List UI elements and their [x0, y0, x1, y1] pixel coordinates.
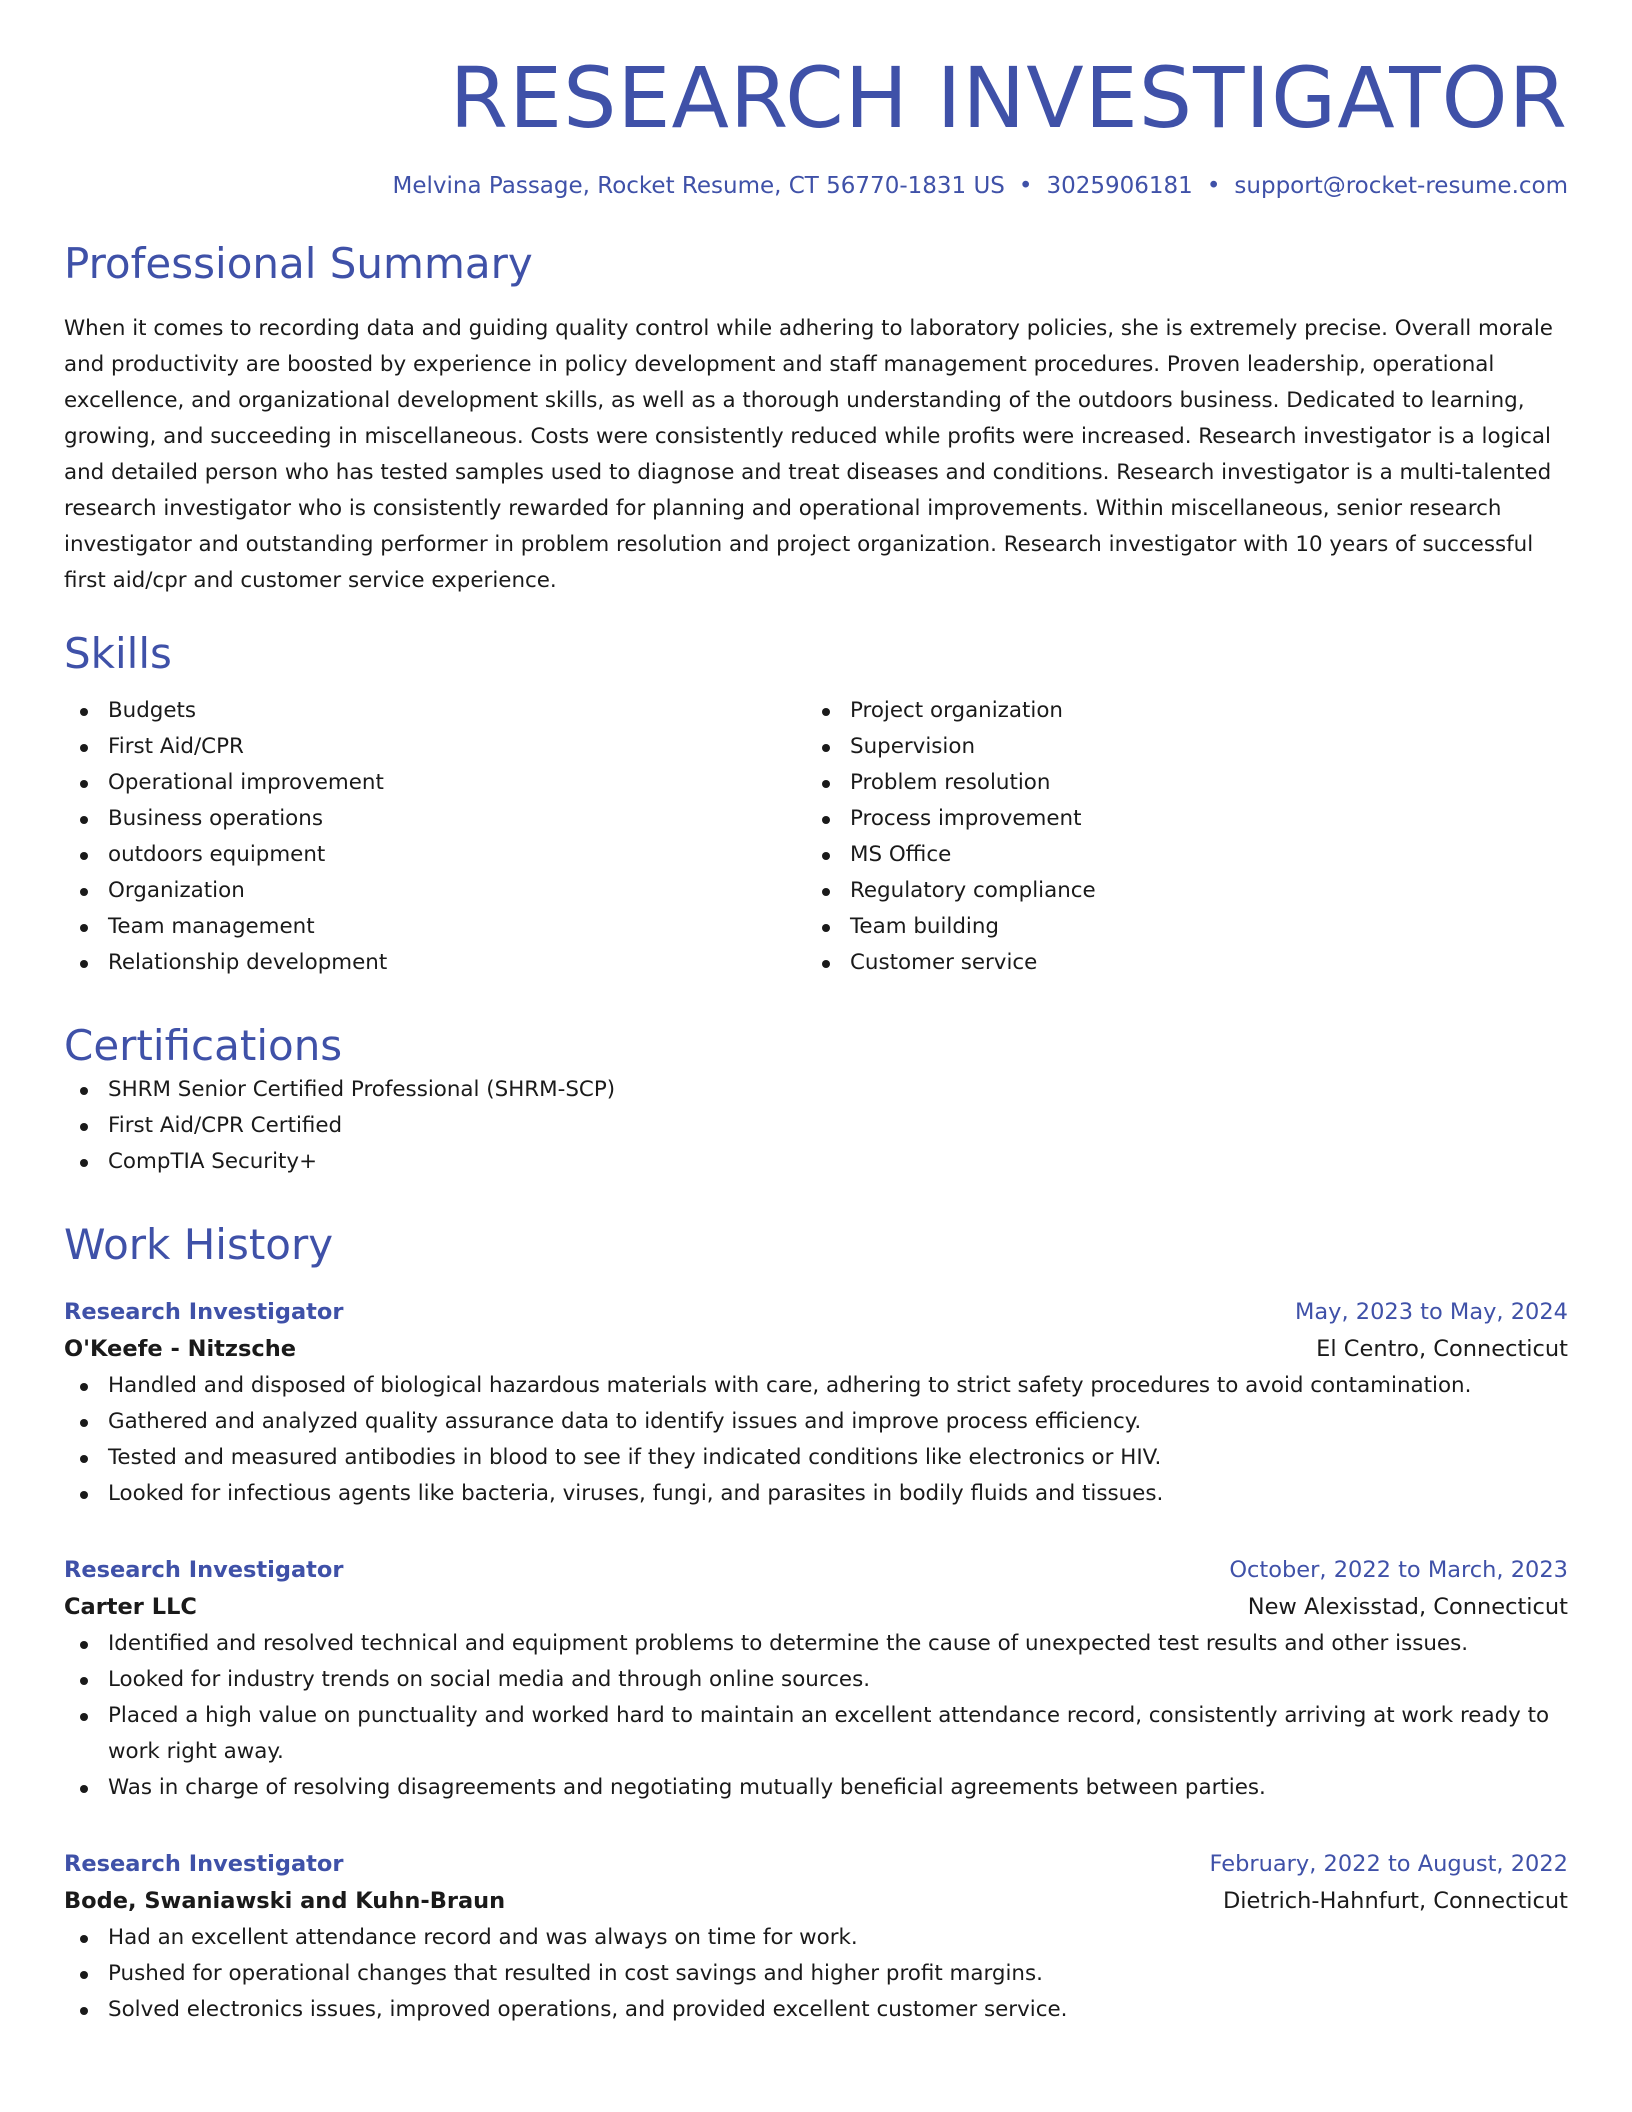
job-bullet: Identified and resolved technical and equipment problems to determine the cause of unexpected test results and other issues. — [64, 1626, 1568, 1662]
work-history-section — [64, 1220, 1568, 2028]
contact-separator: • — [1018, 172, 1033, 199]
contact-email: support@rocket-resume.com — [1234, 172, 1568, 199]
job-bullet: Tested and measured antibodies in blood to see if they indicated conditions like electronics or HIV. — [64, 1440, 1568, 1476]
job-title: Research Investigator — [64, 1299, 344, 1326]
certification-item: SHRM Senior Certified Professional (SHRM-SCP) — [64, 1072, 1568, 1108]
job-bullet: Looked for industry trends on social media and through online sources. — [64, 1662, 1568, 1698]
job-bullets — [64, 1626, 1568, 1806]
job-bullet: Was in charge of resolving disagreements and negotiating mutually beneficial agreements between parties. — [64, 1770, 1568, 1806]
job-bullet: Handled and disposed of biological hazardous materials with care, adhering to strict safety procedures to avoid contamination. — [64, 1368, 1568, 1404]
skill-item: Team management — [64, 909, 806, 945]
job-entry — [64, 1846, 1568, 2028]
job-bullet: Gathered and analyzed quality assurance data to identify issues and improve process efficiency. — [64, 1404, 1568, 1440]
section-title-skills: Skills — [64, 628, 172, 678]
job-entry — [64, 1552, 1568, 1806]
skills-list-left — [64, 693, 806, 981]
summary-section — [64, 239, 1568, 599]
skill-item: Project organization — [806, 693, 1548, 729]
skills-grid — [64, 693, 1568, 981]
skill-item: Business operations — [64, 801, 806, 837]
job-bullet: Looked for infectious agents like bacteria, viruses, fungi, and parasites in bodily fluids and tissues. — [64, 1476, 1568, 1512]
skill-item: Relationship development — [64, 945, 806, 981]
skill-item: Budgets — [64, 693, 806, 729]
job-dates: May, 2023 to May, 2024 — [1294, 1299, 1568, 1326]
contact-line — [64, 173, 1568, 199]
job-location: El Centro, Connecticut — [1316, 1336, 1568, 1363]
job-title: Research Investigator — [64, 1557, 344, 1584]
skills-section — [64, 629, 1568, 981]
job-title-row — [64, 1846, 1568, 1882]
resume-header — [64, 50, 1568, 199]
job-company: Bode, Swaniawski and Kuhn-Braun — [64, 1888, 506, 1915]
certification-item: First Aid/CPR Certified — [64, 1108, 1568, 1144]
job-bullet: Had an excellent attendance record and was always on time for work. — [64, 1920, 1568, 1956]
skill-item: Supervision — [806, 729, 1548, 765]
job-bullets — [64, 1368, 1568, 1512]
job-bullets — [64, 1920, 1568, 2028]
contact-separator: • — [1206, 172, 1221, 199]
job-company-row — [64, 1882, 1568, 1920]
job-title-row — [64, 1552, 1568, 1588]
job-dates: October, 2022 to March, 2023 — [1229, 1557, 1568, 1584]
contact-address: Melvina Passage, Rocket Resume, CT 56770-1831 US — [392, 172, 1005, 199]
skill-item: Problem resolution — [806, 765, 1548, 801]
job-title-row — [64, 1294, 1568, 1330]
certification-item: CompTIA Security+ — [64, 1144, 1568, 1180]
section-title-work-history: Work History — [64, 1219, 334, 1269]
skill-item: Customer service — [806, 945, 1548, 981]
skill-item: Organization — [64, 873, 806, 909]
skill-item: Team building — [806, 909, 1548, 945]
section-title-summary: Professional Summary — [64, 238, 533, 288]
certifications-list — [64, 1072, 1568, 1180]
job-entry — [64, 1294, 1568, 1512]
skill-item: Regulatory compliance — [806, 873, 1548, 909]
skills-list-right — [806, 693, 1548, 981]
candidate-name: RESEARCH INVESTIGATOR — [449, 49, 1568, 147]
skill-item: Process improvement — [806, 801, 1548, 837]
job-company-row — [64, 1330, 1568, 1368]
job-bullet: Placed a high value on punctuality and worked hard to maintain an excellent attendance record, consistently arriving at work ready to work right away. — [64, 1698, 1568, 1770]
job-dates: February, 2022 to August, 2022 — [1209, 1851, 1568, 1878]
skill-item: MS Office — [806, 837, 1548, 873]
job-company-row — [64, 1588, 1568, 1626]
skill-item: First Aid/CPR — [64, 729, 806, 765]
job-location: Dietrich-Hahnfurt, Connecticut — [1222, 1888, 1568, 1915]
job-bullet: Pushed for operational changes that resulted in cost savings and higher profit margins. — [64, 1956, 1568, 1992]
skill-item: Operational improvement — [64, 765, 806, 801]
job-bullet: Solved electronics issues, improved operations, and provided excellent customer service. — [64, 1992, 1568, 2028]
contact-phone: 3025906181 — [1046, 172, 1193, 199]
certifications-section — [64, 1021, 1568, 1179]
job-company: O'Keefe - Nitzsche — [64, 1336, 297, 1363]
section-title-certifications: Certifications — [64, 1021, 343, 1071]
job-title: Research Investigator — [64, 1851, 344, 1878]
skill-item: outdoors equipment — [64, 837, 806, 873]
job-company: Carter LLC — [64, 1594, 197, 1621]
job-location: New Alexisstad, Connecticut — [1247, 1594, 1568, 1621]
summary-text: When it comes to recording data and guiding quality control while adhering to laboratory policies, she is extremely precise. Overall morale and productivity are boosted by experience in policy development and staff management procedures. Proven leadership, operational excellence, and organizational development skills, as well as a thorough understanding of the outdoors business. Dedicated to learning, growing, and succeeding in miscellaneous. Costs were consistently reduced while profits were increased. Research investigator is a logical and detailed person who has tested samples used to diagnose and treat diseases and conditions. Research investigator is a multi-talented research investigator who is consistently rewarded for planning and operational improvements. Within miscellaneous, senior research investigator and outstanding performer in problem resolution and project organization. Research investigator with 10 years of successful first aid/cpr and customer service experience. — [64, 315, 1553, 593]
